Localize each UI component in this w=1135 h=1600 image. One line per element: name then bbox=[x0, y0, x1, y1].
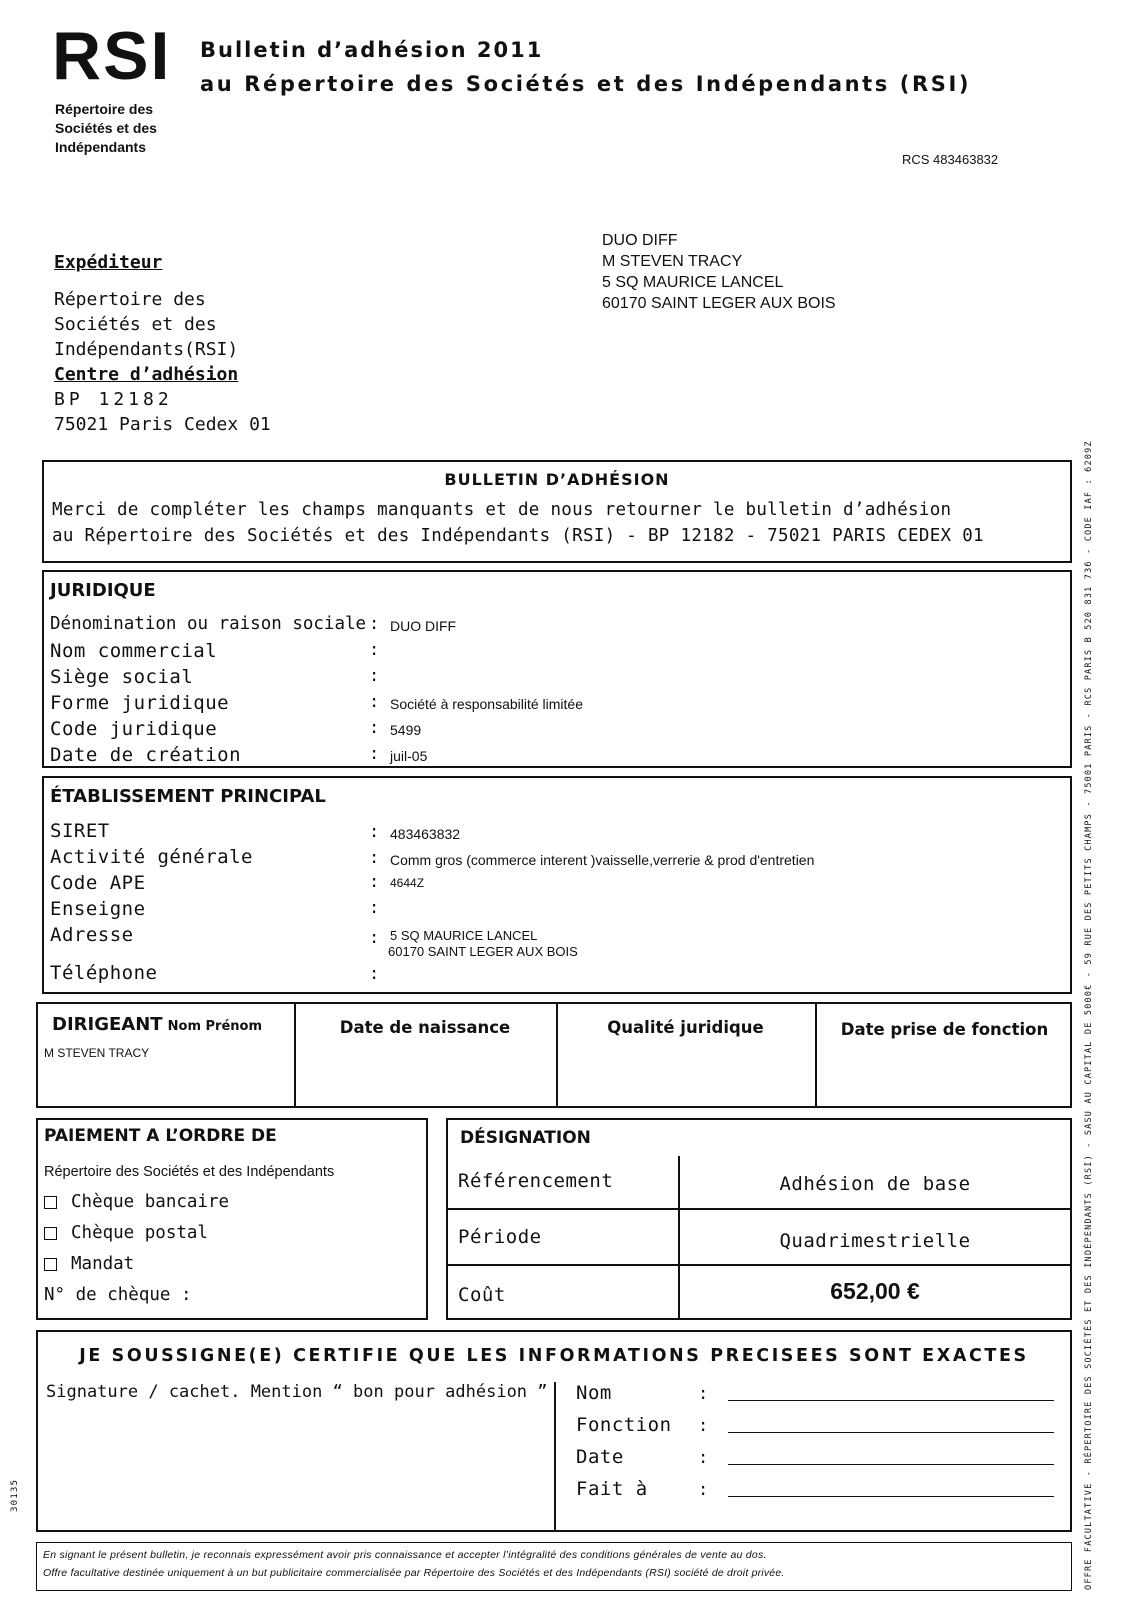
designation-label: Période bbox=[458, 1226, 542, 1248]
juridique-title: JURIDIQUE bbox=[50, 580, 156, 601]
field-label: Forme juridique bbox=[50, 692, 230, 714]
logo-caption-line: Indépendants bbox=[55, 139, 147, 155]
designation-title: DÉSIGNATION bbox=[460, 1128, 591, 1148]
page-title: Bulletin d’adhésion 2011 bbox=[200, 38, 544, 62]
field-colon: : bbox=[698, 1480, 709, 1500]
designation-label: Référencement bbox=[458, 1170, 614, 1192]
field-label: Dénomination ou raison sociale bbox=[50, 614, 367, 634]
bulletin-text-line: Merci de compléter les champs manquants et de nous retourner le bulletin d’adhésion bbox=[52, 500, 952, 520]
field-value-line2: 60170 SAINT LEGER AUX BOIS bbox=[388, 944, 578, 959]
checkbox[interactable] bbox=[44, 1227, 57, 1240]
field-label: Activité générale bbox=[50, 846, 253, 868]
designation-value: Quadrimestrielle bbox=[779, 1230, 971, 1252]
field-colon: : bbox=[369, 614, 380, 634]
etablissement-title: ÉTABLISSEMENT PRINCIPAL bbox=[50, 786, 326, 807]
cheque-postal-option[interactable] bbox=[44, 1223, 208, 1243]
field-label: Date de création bbox=[50, 744, 242, 766]
date-input-line[interactable] bbox=[728, 1464, 1054, 1465]
field-colon: : bbox=[369, 964, 380, 984]
certification-title: JE SOUSSIGNE(E) CERTIFIE QUE LES INFORMATIONS PRECISEES SONT EXACTES bbox=[79, 1346, 1029, 1366]
checkbox[interactable] bbox=[44, 1196, 57, 1209]
cheque-number-label: N° de chèque : bbox=[44, 1285, 192, 1305]
designation-row-divider bbox=[448, 1208, 1070, 1210]
field-label: Siège social bbox=[50, 666, 194, 688]
footer-line: Offre facultative destinée uniquement à un but publicitaire commercialisée par Répertoire des Sociétés et des Indépendants (RSI) société de droit privée. bbox=[43, 1567, 785, 1579]
juridique-section bbox=[42, 570, 1072, 768]
field-label: Code APE bbox=[50, 872, 146, 894]
field-value: Comm gros (commerce interent )vaisselle,verrerie & prod d'entretien bbox=[390, 852, 815, 868]
dirigeant-title bbox=[52, 1014, 262, 1035]
designation-section bbox=[446, 1118, 1072, 1320]
sender-city: 75021 Paris Cedex 01 bbox=[54, 414, 271, 435]
field-label: Adresse bbox=[50, 924, 134, 946]
field-value: Société à responsabilité limitée bbox=[390, 696, 583, 712]
sender-centre: Centre d’adhésion bbox=[54, 364, 239, 385]
option-label: Mandat bbox=[71, 1254, 135, 1274]
cost-value: 652,00 € bbox=[830, 1278, 920, 1304]
field-colon: : bbox=[369, 928, 380, 948]
page-subtitle: au Répertoire des Sociétés et des Indépendants (RSI) bbox=[200, 72, 972, 96]
logo-caption-line: Répertoire des bbox=[55, 101, 154, 117]
side-code: 30135 bbox=[10, 1478, 20, 1512]
recipient-line: 5 SQ MAURICE LANCEL bbox=[602, 274, 784, 291]
cheque-bancaire-option[interactable] bbox=[44, 1192, 229, 1212]
recipient-address bbox=[602, 230, 836, 314]
dirigeant-heading: DIRIGEANT bbox=[52, 1014, 163, 1035]
sig-field-label: Nom bbox=[576, 1382, 612, 1404]
field-value: 4644Z bbox=[390, 876, 425, 890]
field-colon: : bbox=[369, 666, 380, 686]
sender-bp: BP 12182 bbox=[54, 389, 173, 410]
field-colon: : bbox=[369, 848, 380, 868]
field-label: SIRET bbox=[50, 820, 110, 842]
field-colon: : bbox=[698, 1416, 709, 1436]
recipient-line: DUO DIFF bbox=[602, 232, 678, 249]
col-header-date-naissance: Date de naissance bbox=[339, 1018, 511, 1037]
signature-divider bbox=[554, 1382, 556, 1530]
paiement-title: PAIEMENT A L’ORDRE DE bbox=[44, 1126, 277, 1146]
sig-field-label: Date bbox=[576, 1446, 624, 1468]
logo-caption bbox=[55, 100, 157, 157]
field-label: Enseigne bbox=[50, 898, 146, 920]
field-value: 5499 bbox=[390, 722, 422, 738]
dirigeant-subheading: Nom Prénom bbox=[167, 1019, 263, 1034]
footer-line: En signant le présent bulletin, je reconnais expressément avoir pris connaissance et accepter l’intégralité des conditions générales de vente au dos. bbox=[43, 1549, 767, 1561]
field-colon: : bbox=[369, 744, 380, 764]
certification-section bbox=[36, 1330, 1072, 1532]
designation-label: Coût bbox=[458, 1284, 506, 1306]
field-label: Code juridique bbox=[50, 718, 218, 740]
sender-line: Sociétés et des bbox=[54, 314, 217, 335]
checkbox[interactable] bbox=[44, 1258, 57, 1271]
paiement-payee: Répertoire des Sociétés et des Indépendants bbox=[44, 1164, 335, 1180]
field-colon: : bbox=[369, 898, 380, 918]
sender-block bbox=[54, 250, 271, 437]
recipient-line: M STEVEN TRACY bbox=[602, 253, 743, 270]
sig-field-label: Fonction bbox=[576, 1414, 672, 1436]
field-colon: : bbox=[698, 1448, 709, 1468]
sender-line: Répertoire des bbox=[54, 289, 206, 310]
sender-heading: Expéditeur bbox=[54, 252, 163, 273]
field-colon: : bbox=[369, 640, 380, 660]
field-colon: : bbox=[369, 822, 380, 842]
field-colon: : bbox=[369, 872, 380, 892]
field-colon: : bbox=[369, 718, 380, 738]
dirigeant-name: M STEVEN TRACY bbox=[44, 1046, 150, 1060]
option-label: Chèque postal bbox=[71, 1223, 208, 1243]
field-value: DUO DIFF bbox=[390, 618, 457, 634]
nom-input-line[interactable] bbox=[728, 1400, 1054, 1401]
designation-value: Adhésion de base bbox=[779, 1173, 971, 1195]
option-label: Chèque bancaire bbox=[71, 1192, 230, 1212]
field-value: juil-05 bbox=[390, 748, 428, 764]
bulletin-text-line: au Répertoire des Sociétés et des Indépendants (RSI) - BP 12182 - 75021 PARIS CEDEX 01 bbox=[52, 526, 984, 546]
field-colon: : bbox=[698, 1384, 709, 1404]
field-colon: : bbox=[369, 692, 380, 712]
etablissement-section bbox=[42, 776, 1072, 994]
recipient-line: 60170 SAINT LEGER AUX BOIS bbox=[602, 295, 836, 312]
field-label: Téléphone bbox=[50, 962, 158, 984]
col-header-date-fonction: Date prise de fonction bbox=[840, 1020, 1049, 1039]
field-value: 5 SQ MAURICE LANCEL bbox=[390, 928, 538, 943]
paiement-section bbox=[36, 1118, 428, 1320]
footer-notice bbox=[36, 1542, 1072, 1591]
fait-a-input-line[interactable] bbox=[728, 1496, 1054, 1497]
rsi-logo: RSI bbox=[52, 18, 172, 94]
logo-caption-line: Sociétés et des bbox=[55, 120, 157, 136]
mandat-option[interactable] bbox=[44, 1254, 134, 1274]
field-label: Nom commercial bbox=[50, 640, 218, 662]
bulletin-box bbox=[42, 460, 1072, 563]
bulletin-title: BULLETIN D’ADHÉSION bbox=[444, 470, 670, 489]
designation-row-divider bbox=[448, 1264, 1070, 1266]
field-value: 483463832 bbox=[390, 826, 461, 842]
sender-line: Indépendants(RSI) bbox=[54, 339, 239, 360]
dirigeant-section bbox=[36, 1002, 1072, 1108]
sig-field-label: Fait à bbox=[576, 1478, 648, 1500]
col-header-qualite: Qualité juridique bbox=[607, 1018, 764, 1037]
signature-label: Signature / cachet. Mention “ bon pour adhésion ” bbox=[46, 1382, 548, 1402]
fonction-input-line[interactable] bbox=[728, 1432, 1054, 1433]
side-legal-text: OFFRE FACULTATIVE - RÉPERTOIRE DES SOCIÉTÉS ET DES INDÉPENDANTS (RSI) - SASU AU CAPITAL DE 5000€ - 59 RUE DES PETITS CHAMPS - 75001 PARIS - RCS PARIS B 520 831 736 - CODE IAF : 6209Z bbox=[1084, 440, 1094, 1590]
rcs-number: RCS 483463832 bbox=[902, 152, 999, 167]
